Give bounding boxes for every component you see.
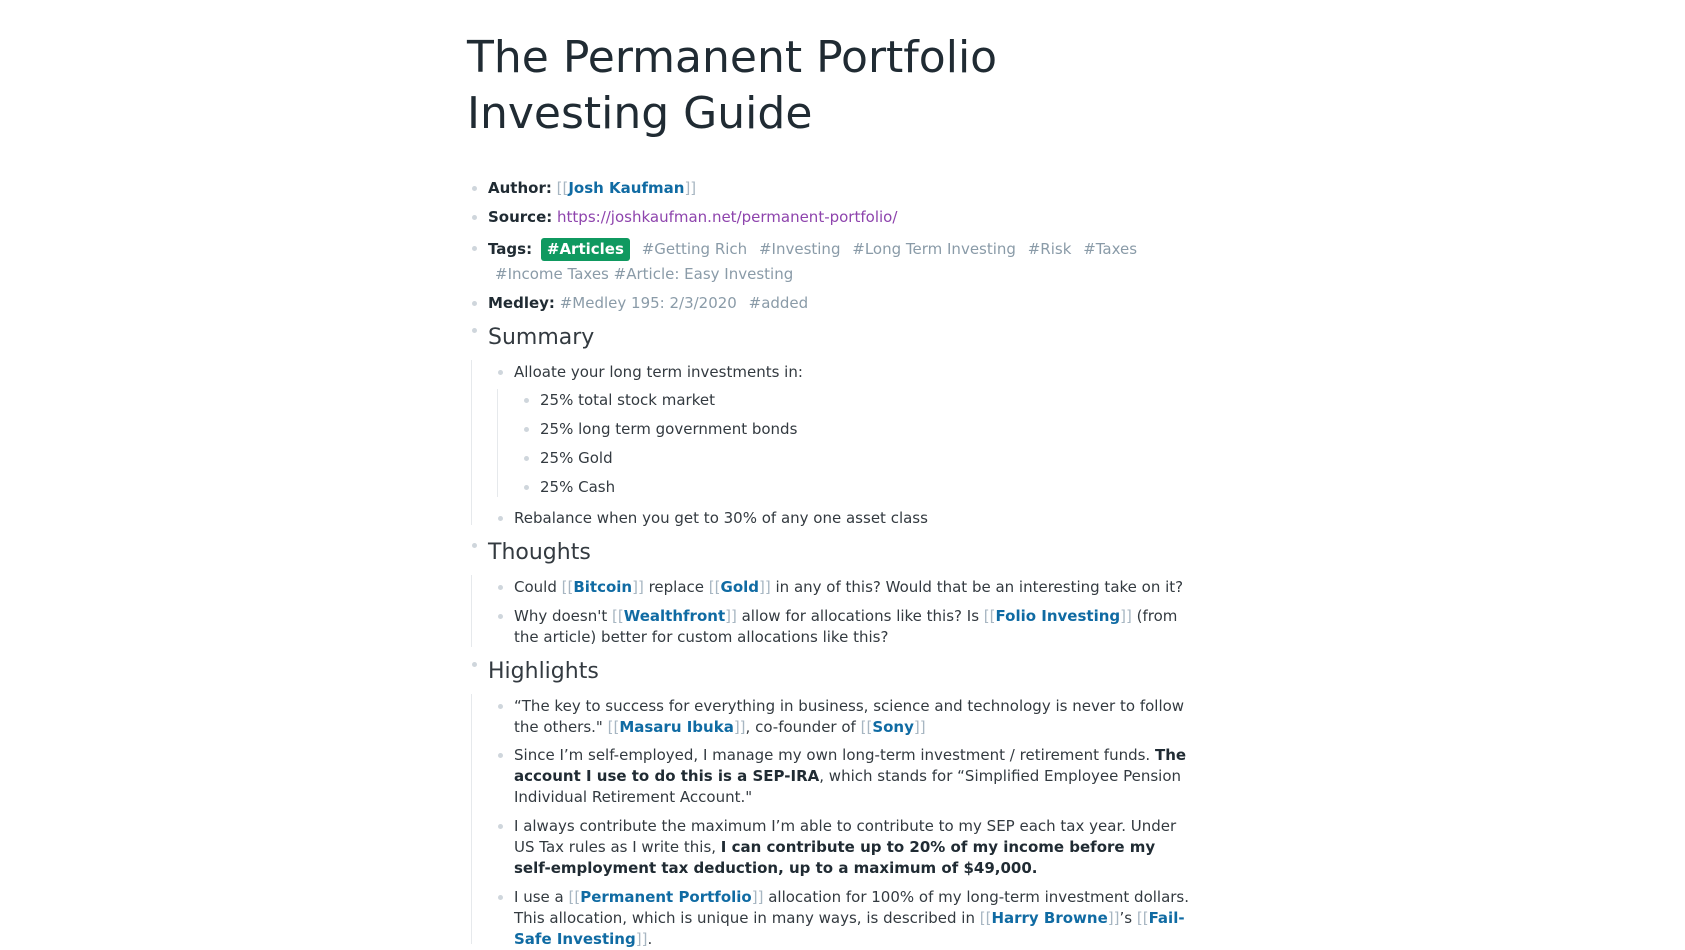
page-link-gold[interactable]: Gold bbox=[720, 578, 760, 596]
page-link-masaru-ibuka[interactable]: Masaru Ibuka bbox=[619, 718, 734, 736]
bracket-open: [[ bbox=[860, 718, 873, 736]
page-link-wealthfront[interactable]: Wealthfront bbox=[623, 607, 726, 625]
highlight-contribution[interactable] bbox=[514, 816, 1194, 879]
bracket-close: ]] bbox=[684, 179, 697, 197]
tag-investing[interactable]: #Investing bbox=[758, 240, 841, 258]
text-run: Since I’m self-employed, I manage my own long-term investment / retirement funds. bbox=[514, 746, 1155, 764]
text-run: , co-founder of bbox=[745, 718, 861, 736]
tag-medley-195[interactable]: #Medley 195: 2/3/2020 bbox=[559, 294, 737, 312]
highlights-children-guide bbox=[471, 694, 472, 944]
text-run: allocation for 100% of my long-term investment dollars. This allocation, which is unique in many ways, is described in bbox=[514, 888, 1190, 927]
text-run: in any of this? Would that be an interesting take on it? bbox=[770, 578, 1184, 596]
tag-taxes[interactable]: #Taxes bbox=[1083, 240, 1138, 258]
text-run: “The key to success for everything in business, science and technology is never to follow the others." bbox=[514, 697, 1185, 736]
thought-wealthfront[interactable] bbox=[514, 606, 1194, 648]
tag-risk[interactable]: #Risk bbox=[1027, 240, 1072, 258]
author-block[interactable] bbox=[488, 178, 696, 199]
tag-income-taxes[interactable]: #Income Taxes bbox=[495, 265, 609, 283]
thoughts-children-guide bbox=[471, 575, 472, 647]
page-link-folio-investing[interactable]: Folio Investing bbox=[995, 607, 1121, 625]
medley-label: Medley: bbox=[488, 294, 555, 312]
bracket-close: ]] bbox=[632, 578, 644, 596]
bracket-open: [[ bbox=[983, 607, 996, 625]
bracket-close: ]] bbox=[725, 607, 737, 625]
source-block[interactable] bbox=[488, 207, 897, 228]
tags-block[interactable] bbox=[488, 238, 1188, 285]
text-run: . bbox=[647, 930, 653, 948]
tag-added[interactable]: #added bbox=[748, 294, 809, 312]
thoughts-heading[interactable]: Thoughts bbox=[488, 540, 591, 565]
summary-children-guide bbox=[471, 360, 472, 525]
thought-bitcoin[interactable] bbox=[514, 577, 1183, 598]
bracket-open: [[ bbox=[607, 718, 620, 736]
bracket-close: ]] bbox=[759, 578, 771, 596]
tag-article-easy-investing[interactable]: #Article: Easy Investing bbox=[613, 265, 794, 283]
highlight-sep-ira[interactable] bbox=[514, 745, 1194, 808]
page-link-josh-kaufman[interactable]: Josh Kaufman bbox=[568, 179, 685, 197]
text-run: I always contribute the maximum I’m able to contribute to my SEP each tax year. Under US Tax rules as I write this, bbox=[514, 817, 1177, 856]
allocation-item-gold[interactable]: 25% Gold bbox=[540, 449, 613, 467]
allocation-item-bonds[interactable]: 25% long term government bonds bbox=[540, 420, 798, 438]
bracket-open: [[ bbox=[1136, 909, 1149, 927]
summary-heading[interactable]: Summary bbox=[488, 325, 595, 350]
text-run: ’s bbox=[1119, 909, 1137, 927]
text-run: replace bbox=[643, 578, 709, 596]
tag-articles[interactable]: #Articles bbox=[541, 238, 630, 261]
bracket-open: [[ bbox=[561, 578, 574, 596]
bracket-close: ]] bbox=[913, 718, 926, 736]
text-run: I use a bbox=[514, 888, 569, 906]
highlight-permanent-portfolio[interactable] bbox=[514, 887, 1194, 950]
summary-intro[interactable]: Alloate your long term investments in: bbox=[514, 363, 803, 381]
page-link-permanent-portfolio[interactable]: Permanent Portfolio bbox=[580, 888, 752, 906]
bracket-close: ]] bbox=[1107, 909, 1120, 927]
page-link-bitcoin[interactable]: Bitcoin bbox=[573, 578, 633, 596]
source-label: Source: bbox=[488, 208, 553, 226]
allocations-children-guide bbox=[497, 389, 498, 497]
text-run: allow for allocations like this? Is bbox=[736, 607, 984, 625]
bracket-close: ]] bbox=[751, 888, 764, 906]
page-link-fail-safe-investing[interactable]: Fail-Safe Investing bbox=[514, 909, 1185, 948]
tag-long-term-investing[interactable]: #Long Term Investing bbox=[852, 240, 1016, 258]
highlights-heading[interactable]: Highlights bbox=[488, 659, 599, 684]
source-url-link[interactable]: https://joshkaufman.net/permanent-portfolio/ bbox=[557, 208, 898, 226]
medley-block[interactable] bbox=[488, 293, 808, 314]
tag-getting-rich[interactable]: #Getting Rich bbox=[641, 240, 748, 258]
text-run: , which stands for “Simplified Employee Pension Individual Retirement Account." bbox=[514, 767, 1182, 806]
summary-rebalance[interactable]: Rebalance when you get to 30% of any one asset class bbox=[514, 509, 928, 527]
page-link-sony[interactable]: Sony bbox=[872, 718, 914, 736]
highlight-ibuka-quote[interactable] bbox=[514, 696, 1194, 738]
bracket-open: [[ bbox=[568, 888, 581, 906]
text-run: (from the article) better for custom allocations like this? bbox=[514, 607, 1178, 646]
bracket-close: ]] bbox=[1120, 607, 1132, 625]
text-run: Could bbox=[514, 578, 562, 596]
bracket-close: ]] bbox=[733, 718, 746, 736]
allocation-item-stock[interactable]: 25% total stock market bbox=[540, 391, 715, 409]
bracket-open: [[ bbox=[612, 607, 624, 625]
page-link-harry-browne[interactable]: Harry Browne bbox=[991, 909, 1108, 927]
author-label: Author: bbox=[488, 179, 552, 197]
page-title: The Permanent Portfolio Investing Guide bbox=[467, 32, 998, 139]
bold-text: I can contribute up to 20% of my income before my self-employment tax deduction, up to a maximum of $49,000. bbox=[514, 838, 1156, 877]
bracket-close: ]] bbox=[635, 930, 648, 948]
bracket-open: [[ bbox=[708, 578, 721, 596]
allocation-item-cash[interactable]: 25% Cash bbox=[540, 478, 616, 496]
bracket-open: [[ bbox=[556, 179, 569, 197]
tags-label: Tags: bbox=[488, 240, 533, 258]
text-run: Why doesn't bbox=[514, 607, 613, 625]
bracket-open: [[ bbox=[979, 909, 992, 927]
bold-text: The account I use to do this is a SEP-IRA bbox=[514, 746, 1187, 785]
